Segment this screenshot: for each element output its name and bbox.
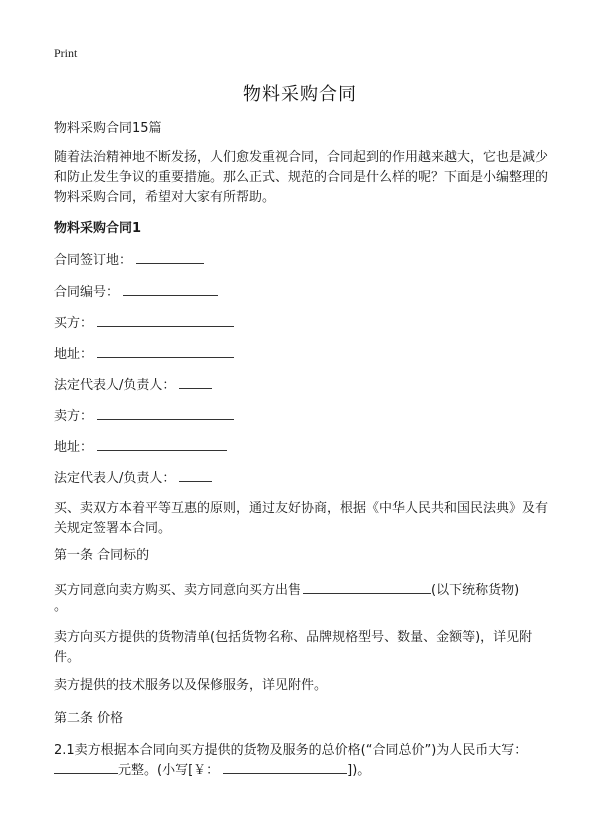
field-label: 卖方： (54, 409, 94, 424)
seller-blank[interactable] (97, 405, 234, 420)
field-seller (54, 405, 234, 427)
article1-paragraph1-end: 。 (54, 599, 68, 614)
field-label: 法定代表人/负责人： (54, 471, 176, 486)
section-title: 物料采购合同1 (54, 221, 142, 236)
article1-paragraph1 (54, 579, 519, 601)
field-buyer-representative (54, 374, 212, 396)
buyer-address-blank[interactable] (97, 343, 234, 358)
article2-paragraph1-line2 (54, 759, 370, 781)
article2-heading: 第二条 价格 (54, 711, 124, 726)
field-label: 买方： (54, 316, 94, 331)
buyer-representative-blank[interactable] (179, 374, 212, 389)
buyer-blank[interactable] (97, 312, 234, 327)
article1-heading: 第一条 合同标的 (54, 548, 150, 563)
field-seller-address (54, 436, 227, 458)
seller-representative-blank[interactable] (179, 467, 212, 482)
print-label[interactable]: Print (54, 46, 78, 60)
field-buyer (54, 312, 234, 334)
article1-paragraph3: 卖方提供的技术服务以及保修服务，详见附件。 (54, 678, 328, 693)
intro-paragraph: 随着法治精神地不断发扬，人们愈发重视合同，合同起到的作用越来越大，它也是减少和防止发生争议的重要措施。那么正式、规范的合同是什么样的呢？下面是小编整理的物料采购合同，希望对大家有所帮助。 (54, 150, 549, 205)
field-contract-number (54, 281, 218, 303)
amount-uppercase-blank[interactable] (54, 759, 118, 774)
field-label: 地址： (54, 440, 94, 455)
field-buyer-address (54, 343, 234, 365)
field-label: 地址： (54, 347, 94, 362)
goods-blank[interactable] (303, 579, 431, 594)
document-title: 物料采购合同 (243, 84, 357, 105)
signing-place-blank[interactable] (136, 249, 204, 264)
contract-number-blank[interactable] (123, 281, 218, 296)
article1-p1-suffix: (以下统称货物) (431, 583, 520, 598)
field-signing-place (54, 249, 204, 271)
field-seller-representative (54, 467, 212, 489)
field-label: 合同签订地： (54, 253, 133, 268)
document-subtitle: 物料采购合同15篇 (54, 121, 162, 136)
field-label: 合同编号： (54, 285, 120, 300)
agreement-paragraph: 买、卖双方本着平等互惠的原则，通过友好协商，根据《中华人民共和国民法典》及有关规定签署本合同。 (54, 501, 549, 536)
amount-lowercase-blank[interactable] (223, 759, 347, 774)
article2-p1-mid: 元整。(小写[￥： (118, 763, 220, 778)
seller-address-blank[interactable] (97, 436, 227, 451)
article1-p1-text: 买方同意向卖方购买、卖方同意向买方出售 (54, 583, 302, 598)
article2-p1-end: ])。 (347, 763, 371, 778)
article2-paragraph1-line1: 2.1卖方根据本合同向买方提供的货物及服务的总价格(“合同总价”)为人民币大写： (54, 743, 528, 758)
field-label: 法定代表人/负责人： (54, 378, 176, 393)
article1-paragraph2: 卖方向买方提供的货物清单(包括货物名称、品牌规格型号、数量、金额等)，详见附件。 (54, 630, 533, 665)
